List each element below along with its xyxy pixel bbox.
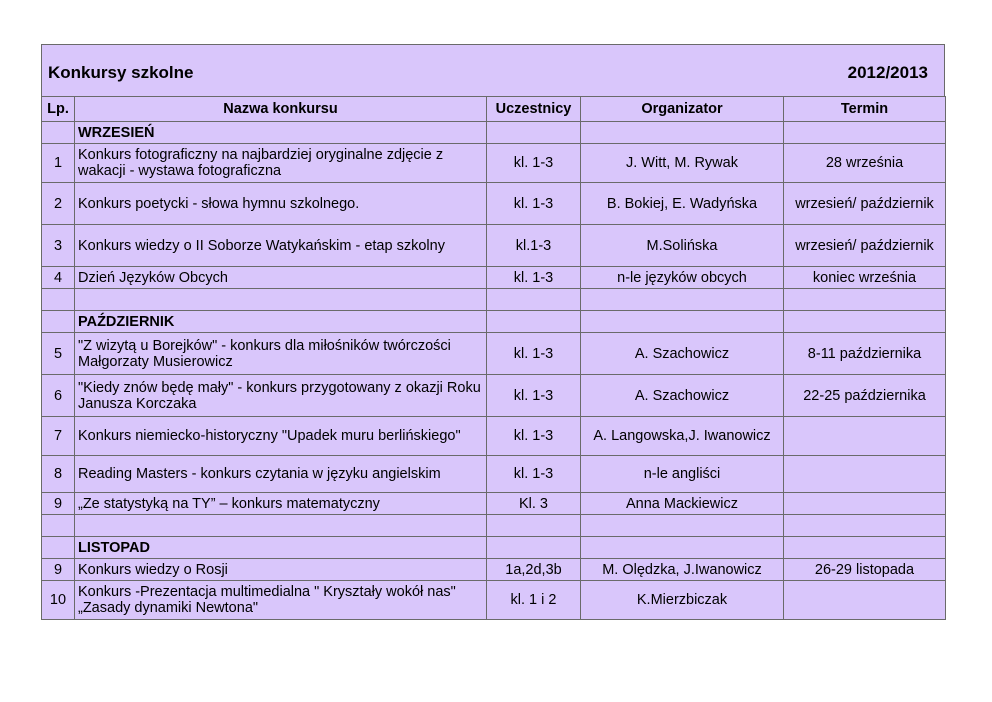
table-row [42, 559, 946, 581]
contest-name: Konkurs wiedzy o II Soborze Watykańskim - etap szkolny [75, 225, 487, 267]
table-row [42, 581, 946, 620]
contest-name: Konkurs wiedzy o Rosji [75, 559, 487, 581]
month-row [42, 122, 946, 144]
row-number: 9 [42, 559, 75, 581]
row-number: 8 [42, 456, 75, 493]
contest-name: Konkurs poetycki - słowa hymnu szkolnego. [75, 183, 487, 225]
contest-name: Reading Masters - konkurs czytania w języku angielskim [75, 456, 487, 493]
organizer: A. Szachowicz [581, 375, 784, 417]
contest-name: Konkurs niemiecko-historyczny "Upadek muru berlińskiego" [75, 417, 487, 456]
empty-row [42, 515, 946, 537]
participants: Kl. 3 [487, 493, 581, 515]
term: koniec września [784, 267, 946, 289]
participants: kl. 1-3 [487, 144, 581, 183]
organizer: B. Bokiej, E. Wadyńska [581, 183, 784, 225]
table-row [42, 225, 946, 267]
column-header-lp: Lp. [42, 97, 75, 122]
participants: kl.1-3 [487, 225, 581, 267]
column-header-term: Termin [784, 97, 946, 122]
organizer: n-le języków obcych [581, 267, 784, 289]
row-number: 2 [42, 183, 75, 225]
row-number: 5 [42, 333, 75, 375]
table-row [42, 456, 946, 493]
term [784, 456, 946, 493]
empty-row [42, 289, 946, 311]
contest-name: Dzień Języków Obcych [75, 267, 487, 289]
month-row [42, 311, 946, 333]
table-row [42, 375, 946, 417]
contests-table [41, 96, 946, 620]
term: 28 września [784, 144, 946, 183]
table-row [42, 493, 946, 515]
title-row [41, 44, 945, 96]
table-cell [42, 122, 75, 144]
participants: kl. 1-3 [487, 267, 581, 289]
organizer: A. Szachowicz [581, 333, 784, 375]
participants: kl. 1 i 2 [487, 581, 581, 620]
participants: kl. 1-3 [487, 456, 581, 493]
participants: 1a,2d,3b [487, 559, 581, 581]
row-number: 6 [42, 375, 75, 417]
school-year: 2012/2013 [847, 63, 928, 82]
organizer: A. Langowska,J. Iwanowicz [581, 417, 784, 456]
column-header-name: Nazwa konkursu [75, 97, 487, 122]
participants: kl. 1-3 [487, 333, 581, 375]
row-number: 3 [42, 225, 75, 267]
table-row [42, 267, 946, 289]
contest-name: „Ze statystyką na TY” – konkurs matematyczny [75, 493, 487, 515]
row-number: 4 [42, 267, 75, 289]
table-row [42, 183, 946, 225]
contest-name: Konkurs -Prezentacja multimedialna " Kryształy wokół nas" „Zasady dynamiki Newtona" [75, 581, 487, 620]
month-label: PAŹDZIERNIK [75, 311, 487, 333]
participants: kl. 1-3 [487, 375, 581, 417]
term [784, 493, 946, 515]
organizer: M.Solińska [581, 225, 784, 267]
term [784, 417, 946, 456]
month-label: LISTOPAD [75, 537, 487, 559]
column-header-organizer: Organizator [581, 97, 784, 122]
participants: kl. 1-3 [487, 417, 581, 456]
spreadsheet [41, 44, 945, 620]
contest-name: "Kiedy znów będę mały" - konkurs przygotowany z okazji Roku Janusza Korczaka [75, 375, 487, 417]
month-label: WRZESIEŃ [75, 122, 487, 144]
contest-name: "Z wizytą u Borejków" - konkurs dla miłośników twórczości Małgorzaty Musierowicz [75, 333, 487, 375]
row-number: 1 [42, 144, 75, 183]
table-row [42, 417, 946, 456]
row-number: 10 [42, 581, 75, 620]
table-row [42, 144, 946, 183]
term [784, 581, 946, 620]
term: wrzesień/ październik [784, 183, 946, 225]
term: 26-29 listopada [784, 559, 946, 581]
term: wrzesień/ październik [784, 225, 946, 267]
organizer: n-le angliści [581, 456, 784, 493]
month-row [42, 537, 946, 559]
row-number: 7 [42, 417, 75, 456]
table-row [42, 333, 946, 375]
term: 8-11 października [784, 333, 946, 375]
organizer: M. Olędzka, J.Iwanowicz [581, 559, 784, 581]
contest-name: Konkurs fotograficzny na najbardziej oryginalne zdjęcie z wakacji - wystawa fotograficzna [75, 144, 487, 183]
participants: kl. 1-3 [487, 183, 581, 225]
column-header-participants: Uczestnicy [487, 97, 581, 122]
organizer: J. Witt, M. Rywak [581, 144, 784, 183]
organizer: Anna Mackiewicz [581, 493, 784, 515]
row-number: 9 [42, 493, 75, 515]
term: 22-25 października [784, 375, 946, 417]
sheet-title: Konkursy szkolne [48, 63, 194, 82]
organizer: K.Mierzbiczak [581, 581, 784, 620]
